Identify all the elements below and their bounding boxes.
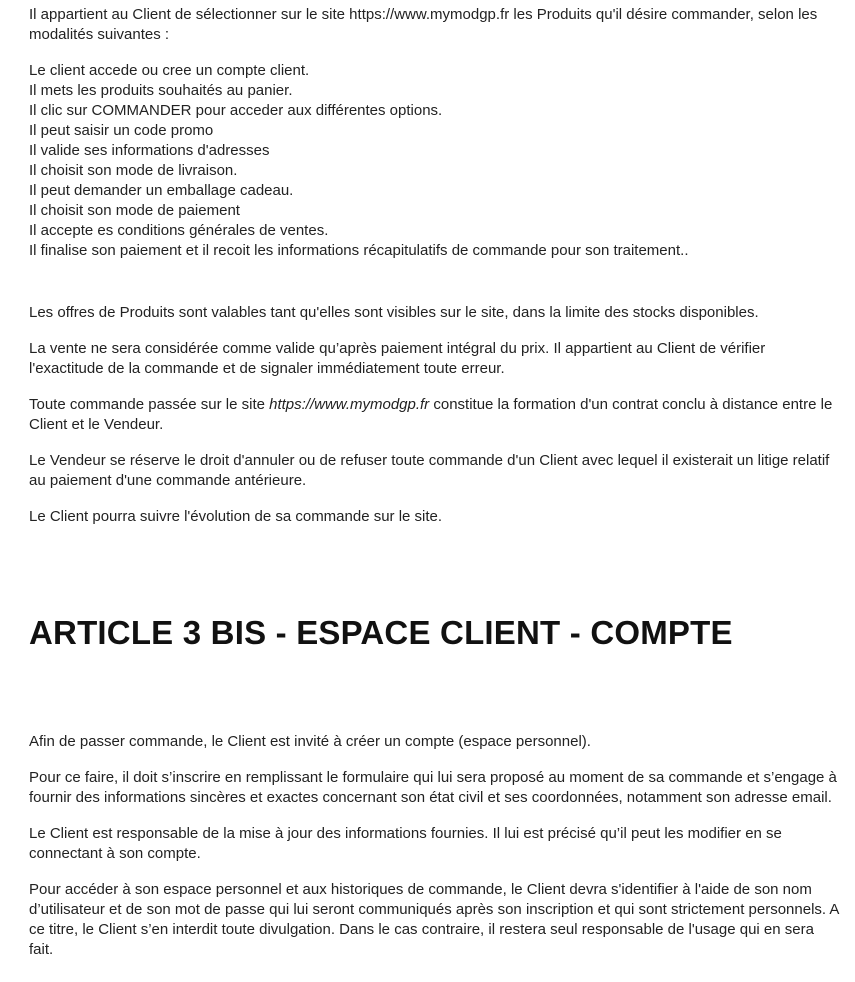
order-step: Il accepte es conditions générales de ventes.	[29, 222, 329, 239]
order-steps-list	[29, 61, 839, 261]
follow-order-paragraph: Le Client pourra suivre l'évolution de sa commande sur le site.	[29, 508, 443, 525]
site-url: https://www.mymodgp.fr	[269, 396, 430, 413]
cancel-paragraph: Le Vendeur se réserve le droit d'annuler ou de refuser toute commande d'un Client avec lequel il existerait un litige relatif au paiement d'une commande antérieure.	[29, 452, 830, 489]
order-step: Il peut demander un emballage cadeau.	[29, 182, 294, 199]
sale-validity-paragraph: La vente ne sera considérée comme valide qu’après paiement intégral du prix. Il appartient au Client de vérifier l'exactitude de la commande et de signaler immédiatement toute erreur.	[29, 340, 766, 377]
article-paragraph: Pour ce faire, il doit s’inscrire en remplissant le formulaire qui lui sera proposé au moment de sa commande et s’engage à fournir des informations sincères et exactes concernant son état civil et ses coordonnées, notamment son adresse email.	[29, 769, 837, 806]
article-paragraph: Le Client est responsable de la mise à jour des informations fournies. Il lui est précisé qu’il peut les modifier en se connectant à son compte.	[29, 825, 782, 862]
offers-paragraph: Les offres de Produits sont valables tant qu'elles sont visibles sur le site, dans la limite des stocks disponibles.	[29, 304, 759, 321]
contract-paragraph	[29, 395, 839, 435]
contract-text-before: Toute commande passée sur le site	[29, 396, 270, 413]
order-step: Il mets les produits souhaités au panier.	[29, 82, 293, 99]
article-paragraph: Pour accéder à son espace personnel et aux historiques de commande, le Client devra s'identifier à l'aide de son nom d’utilisateur et de son mot de passe qui lui seront communiqués après son inscription et qui sont strictement personnels. A ce titre, le Client s’en interdit toute divulgation. Dans le cas contraire, il restera seul responsable de l'usage qui en sera fait.	[29, 881, 839, 958]
order-step: Il valide ses informations d'adresses	[29, 142, 270, 159]
article-paragraph: Afin de passer commande, le Client est invité à créer un compte (espace personnel).	[29, 733, 591, 750]
order-step: Il clic sur COMMANDER pour acceder aux différentes options.	[29, 102, 443, 119]
article-heading: ARTICLE 3 BIS - ESPACE CLIENT - COMPTE	[29, 614, 733, 651]
document-body	[29, 5, 839, 976]
order-step: Il peut saisir un code promo	[29, 122, 214, 139]
order-step: Il finalise son paiement et il recoit les informations récapitulatifs de commande pour son traitement..	[29, 242, 689, 259]
article-section	[29, 732, 839, 960]
order-step: Il choisit son mode de livraison.	[29, 162, 238, 179]
order-step: Le client accede ou cree un compte client.	[29, 62, 310, 79]
order-step: Il choisit son mode de paiement	[29, 202, 240, 219]
contract-text-after: constitue la formation d'un contrat conclu à distance entre le Client et le Vendeur.	[29, 396, 833, 433]
intro-paragraph: Il appartient au Client de sélectionner sur le site https://www.mymodgp.fr les Produits qu'il désire commander, selon les modalités suivantes :	[29, 6, 818, 43]
